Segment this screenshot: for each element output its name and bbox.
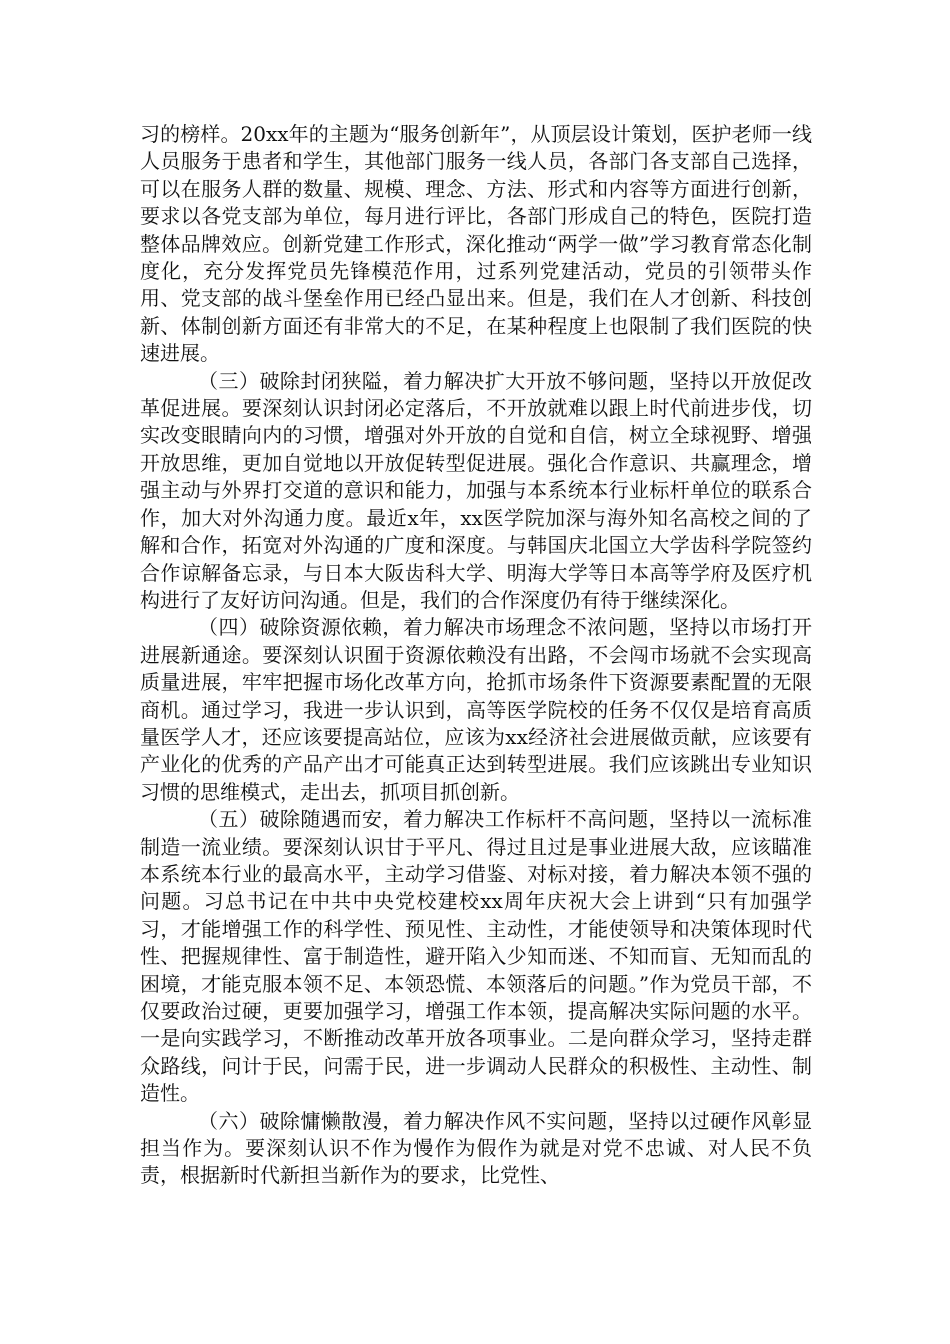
document-body — [140, 121, 812, 1190]
paragraph-section-6: （六）破除慵懒散漫，着力解决作风不实问题，坚持以过硬作风彰显担当作为。要深刻认识不作为慢作为假作为就是对党不忠诚、对人民不负责，根据新时代新担当新作为的要求，比党性、 — [140, 1108, 812, 1188]
paragraph-section-5: （五）破除随遇而安，着力解决工作标杆不高问题，坚持以一流标准制造一流业绩。要深刻认识甘于平凡、得过且过是事业进展大敌，应该瞄准本系统本行业的最高水平，主动学习借鉴、对标对接，着力解决本领不强的问题。习总书记在中共中央党校建校xx周年庆祝大会上讲到“只有加强学习，才能增强工作的科学性、预见性、主动性，才能使领导和决策体现时代性、把握规律性、富于制造性，避开陷入少知而迷、不知而盲、无知而乱的困境，才能克服本领不足、本领恐慌、本领落后的问题。”作为党员干部，不仅要政治过硬，更要加强学习，增强工作本领，提高解决实际问题的水平。一是向实践学习，不断推动改革开放各项事业。二是向群众学习，坚持走群众路线，问计于民，问需于民，进一步调动人民群众的积极性、主动性、制造性。 — [140, 807, 812, 1106]
paragraph-continuation: 习的榜样。20xx年的主题为“服务创新年”，从顶层设计策划，医护老师一线人员服务于患者和学生，其他部门服务一线人员，各部门各支部自己选择，可以在服务人群的数量、规模、理念、方法、形式和内容等方面进行创新，要求以各党支部为单位，每月进行评比，各部门形成自己的特色，医院打造整体品牌效应。创新党建工作形式，深化推动“两学一做”学习教育常态化制度化，充分发挥党员先锋模范作用，过系列党建活动，党员的引领带头作用、党支部的战斗堡垒作用已经凸显出来。但是，我们在人才创新、科技创新、体制创新方面还有非常大的不足，在某种程度上也限制了我们医院的快速进展。 — [140, 122, 812, 366]
paragraph-section-4: （四）破除资源依赖，着力解决市场理念不浓问题，坚持以市场打开进展新通途。要深刻认识囿于资源依赖没有出路，不会闯市场就不会实现高质量进展，牢牢把握市场化改革方向，抢抓市场条件下资源要素配置的无限商机。通过学习，我进一步认识到，高等医学院校的任务不仅仅是培育高质量医学人才，还应该要提高站位，应该为xx经济社会进展做贡献，应该要有产业化的优秀的产品产出才可能真正达到转型进展。我们应该跳出专业知识习惯的思维模式，走出去，抓项目抓创新。 — [140, 615, 812, 804]
paragraph-section-3: （三）破除封闭狭隘，着力解决扩大开放不够问题，坚持以开放促改革促进展。要深刻认识封闭必定落后，不开放就难以跟上时代前进步伐，切实改变眼睛向内的习惯，增强对外开放的自觉和自信，树立全球视野、增强开放思维，更加自觉地以开放促转型促进展。强化合作意识、共赢理念，增强主动与外界打交道的意识和能力，加强与本系统本行业标杆单位的联系合作，加大对外沟通力度。最近x年，xx医学院加深与海外知名高校之间的了解和合作，拓宽对外沟通的广度和深度。与韩国庆北国立大学齿科学院签约合作谅解备忘录，与日本大阪齿科大学、明海大学等日本高等学府及医疗机构进行了友好访问沟通。但是，我们的合作深度仍有待于继续深化。 — [140, 368, 812, 612]
